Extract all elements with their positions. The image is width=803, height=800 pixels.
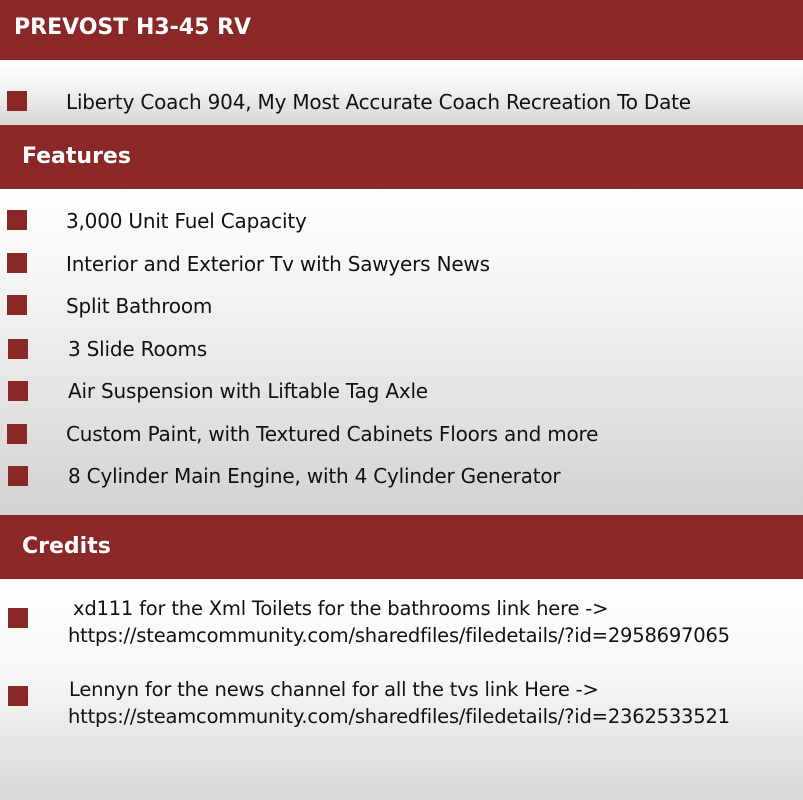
bullet-icon — [7, 253, 27, 273]
feature-text: Interior and Exterior Tv with Sawyers News — [66, 252, 490, 276]
feature-text: Split Bathroom — [66, 294, 213, 318]
list-item — [0, 250, 803, 280]
list-item — [0, 207, 803, 237]
list-item — [0, 292, 803, 322]
intro-section — [0, 60, 803, 125]
credit-link[interactable]: https://steamcommunity.com/sharedfiles/filedetails/?id=2958697065 — [68, 624, 730, 647]
features-list — [0, 189, 803, 515]
list-item — [0, 335, 803, 365]
credit-link[interactable]: https://steamcommunity.com/sharedfiles/filedetails/?id=2362533521 — [68, 705, 730, 728]
bullet-icon — [7, 91, 27, 111]
bullet-icon — [7, 210, 27, 230]
feature-text: 3 Slide Rooms — [68, 337, 208, 361]
page-title-bar — [0, 0, 803, 60]
credits-heading: Credits — [22, 534, 111, 559]
credits-list — [0, 579, 803, 800]
intro-text: Liberty Coach 904, My Most Accurate Coach Recreation To Date — [66, 90, 691, 114]
feature-text: Custom Paint, with Textured Cabinets Floors and more — [66, 422, 599, 446]
credit-text: Lennyn for the news channel for all the tvs link Here -> — [69, 678, 599, 701]
list-item — [0, 462, 803, 492]
bullet-icon — [8, 339, 28, 359]
bullet-icon — [8, 381, 28, 401]
features-heading: Features — [22, 144, 131, 169]
bullet-icon — [7, 424, 27, 444]
list-item — [0, 377, 803, 407]
bullet-icon — [7, 295, 27, 315]
feature-text: 3,000 Unit Fuel Capacity — [66, 209, 307, 233]
features-heading-bar — [0, 125, 803, 189]
page-title: PREVOST H3-45 RV — [14, 15, 252, 40]
bullet-icon — [8, 608, 28, 628]
credits-heading-bar — [0, 515, 803, 579]
feature-text: 8 Cylinder Main Engine, with 4 Cylinder Generator — [68, 464, 561, 488]
list-item — [0, 420, 803, 450]
feature-text: Air Suspension with Liftable Tag Axle — [68, 379, 428, 403]
credit-text: xd111 for the Xml Toilets for the bathrooms link here -> — [73, 597, 609, 620]
bullet-icon — [8, 466, 28, 486]
bullet-icon — [8, 686, 28, 706]
